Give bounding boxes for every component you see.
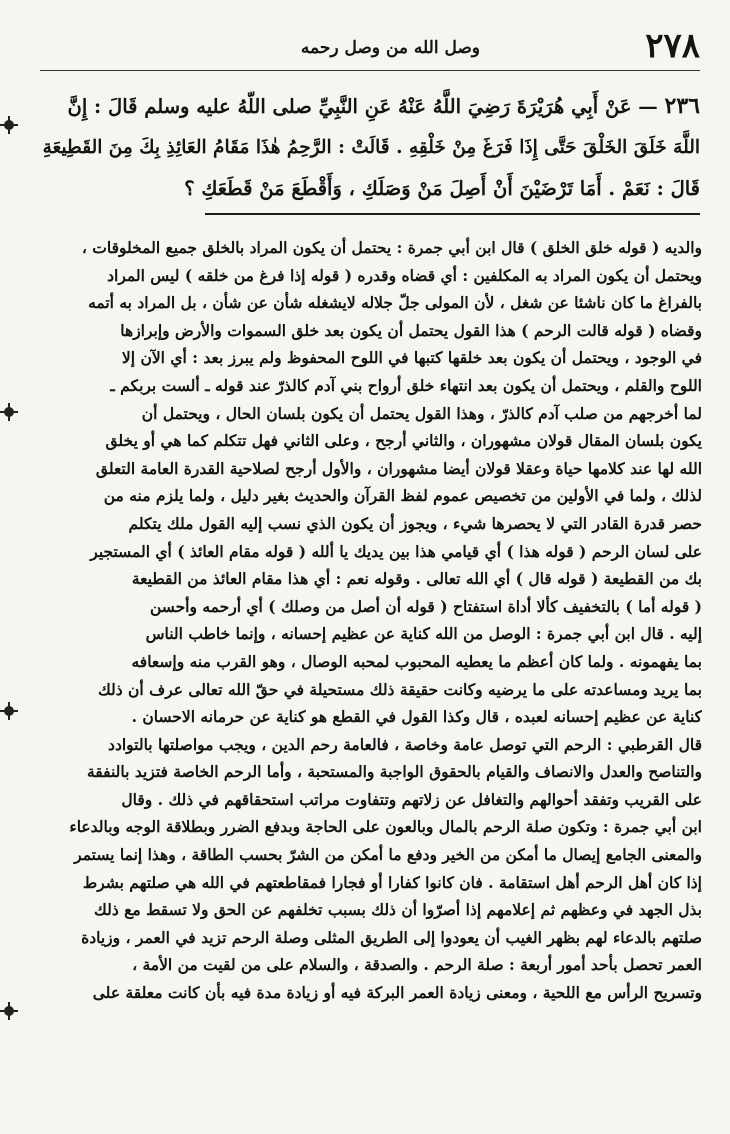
commentary-line: بذل الجهد في وعظهم ثم إعلامهم إذا أصرّوا أن ذلك بسبب تخلفهم عن الحق ولا تسقط مع ذلك — [94, 900, 702, 920]
page-number: ٢٧٨ — [645, 26, 700, 66]
commentary-line: وقضاه ( قوله قالت الرحم ) هذا القول يحتمل أن يكون بعد خلق السموات والأرض وإبرازها — [120, 320, 702, 340]
commentary-line: ويحتمل أن يكون المراد به المكلفين : أي قضاه وقدره ( قوله إذا فرغ من خلقه ) ليس المراد — [107, 265, 702, 285]
commentary-line: إليه . قال ابن أبي جمرة : الوصل من الله كناية عن عظيم إحسانه ، وإنما خاطب الناس — [145, 624, 702, 644]
commentary-line: بما يريد ومساعدته على ما يرضيه وكانت حقيقة ذلك مستحيلة في حقّ الله تعالى عرف أن ذلك — [97, 679, 702, 699]
commentary-line: يكون بلسان المقال قولان مشهوران ، والثاني أرجح ، وعلى الثاني فهل تتكلم كما هي أو يخلق — [105, 431, 702, 451]
hadith-divider — [205, 213, 700, 215]
header-rule — [40, 70, 700, 71]
binding-hole-mark-icon — [4, 1006, 14, 1016]
commentary-line: حصر قدرة القادر التي لا يحصرها شيء ، ويجوز أن يكون الذي نسب إليه القول ملك يتكلم — [128, 513, 702, 533]
commentary-line: والتناصح والعدل والانصاف والقيام بالحقوق الواجبة والمستحبة ، وأما الرحم الخاصة فتزيد بالنفقة — [87, 762, 702, 782]
binding-hole-mark-icon — [4, 120, 14, 130]
page-header — [40, 26, 700, 70]
commentary-text — [36, 234, 702, 1007]
hadith-text — [40, 86, 700, 209]
commentary-line: في الوجود ، ويحتمل أن يكون بعد خلقها كتبها في اللوح المحفوظ ولم يبرز بعد : أي الآن إلا — [121, 348, 702, 368]
commentary-line: كناية عن عظيم إحسانه لعبده ، قال وكذا القول في القطع هو كناية عن حرمانه الاحسان . — [131, 707, 702, 727]
commentary-line: على القريب وتفقد أحوالهم والتغافل عن زلاتهم وتتفاوت مراتب استحقاقهم في ذلك . وقال — [121, 789, 702, 809]
binding-hole-mark-icon — [4, 407, 14, 417]
commentary-line: والديه ( قوله خلق الخلق ) قال ابن أبي جمرة : يحتمل أن يكون المراد بالخلق جميع المخلوقات ، — [81, 238, 702, 257]
commentary-line: ابن أبي جمرة : وتكون صلة الرحم بالمال وبالعون على الحاجة وبدفع الضرر وبطلاقة الوجه وبالدعاء — [69, 817, 702, 837]
commentary-line: على لسان الرحم ( قوله هذا ) أي قيامي هذا بين يديك يا ألله ( قوله مقام العائذ ) أي المستجير — [90, 541, 702, 561]
hadith-line: ٢٣٦ — عَنْ أَبِي هُرَيْرَةَ رَضِيَ اللَّهُ عَنْهُ عَنِ النَّبِيِّ صلى اللّهُ عليه وسلم قَالَ : إِنَّ — [67, 93, 700, 119]
binding-hole-mark-icon — [4, 706, 14, 716]
hadith-line: اللَّهَ خَلَقَ الخَلْقَ حَتَّى إِذَا فَرَغَ مِنْ خَلْقِهِ . قَالَتْ : الرَّحِمُ هٰذَا مَقَامُ العَائِذِ بِكَ مِنَ القَطِيعَةِ — [42, 137, 700, 158]
hadith-line: قَالَ : نَعَمْ . أَمَا تَرْضَيْنَ أَنْ أَصِلَ مَنْ وَصَلَكِ ، وَأَقْطَعَ مَنْ قَطَعَكِ ؟ — [184, 177, 700, 200]
commentary-line: قال القرطبي : الرحم التي توصل عامة وخاصة ، فالعامة رحم الدين ، ويجب مواصلتها بالتوادد — [108, 734, 702, 754]
commentary-line: بك من القطيعة ( قوله قال ) أي الله تعالى . وقوله نعم : أي هذا مقام العائذ من القطيعة — [131, 569, 702, 589]
commentary-line: بما يفهمونه . ولما كان أعظم ما يعطيه المحبوب لمحبه الوصال ، وهو القرب منه وإسعافه — [131, 651, 702, 671]
hadith-number: ٢٣٦ — [664, 93, 700, 119]
commentary-line: صلتهم بالدعاء لهم بظهر الغيب أن يعودوا إلى الطريق المثلى وصلة الرحم تزيد في العمر ، وزيادة — [81, 927, 702, 947]
commentary-line: وتسريح الرأس مع اللحية ، ومعنى زيادة العمر البركة فيه أو زيادة مدة فيه بأن كانت معلقة على — [92, 983, 702, 1003]
commentary-line: لذلك ، ولما في الأولين من تخصيص عموم لفظ القرآن والحديث بغير دليل ، ولما يلزم منه من — [103, 486, 702, 506]
commentary-line: إذا كان أهل الرحم أهل استقامة . فان كانوا كفارا أو فجارا فمقاطعتهم في الله هي صلتهم بشرط — [82, 872, 702, 892]
running-title: وصل الله من وصل رحمه — [300, 38, 480, 58]
commentary-line: لما أخرجهم من صلب آدم كالذرّ ، وهذا القول يحتمل أن يكون بلسان الحال ، ويحتمل أن — [141, 403, 702, 423]
commentary-line: اللوح والقلم ، ويحتمل أن يكون بعد انتهاء خلق أرواح بني آدم كالذرّ عند قوله ـ ألست بربكم ـ — [110, 375, 702, 395]
commentary-line: ( قوله أما ) بالتخفيف كألا أداة استفتاح ( قوله أن أصل من وصلك ) أي أرحمه وأحسن — [149, 596, 702, 616]
commentary-line: بالفراغ ما كان ناشئا عن شغل ، لأن المولى جلّ جلاله لايشغله شأن عن شأن ، بل المراد به أتمه — [88, 293, 702, 313]
commentary-line: والمعنى الجامع إيصال ما أمكن من الخير ودفع ما أمكن من الشرّ بحسب الطاقة ، وهذا إنما يستمر — [74, 845, 702, 865]
commentary-line: الله لها عند كلامها حياة وعقلا قولان أيضا مشهوران ، والأول أرجح لصلاحية القدرة العامة التعلق — [95, 458, 702, 478]
commentary-line: العمر تحصل بأحد أمور أربعة : صلة الرحم . والصدقة ، والسلام على من لقيت من الأمة ، — [132, 955, 702, 975]
